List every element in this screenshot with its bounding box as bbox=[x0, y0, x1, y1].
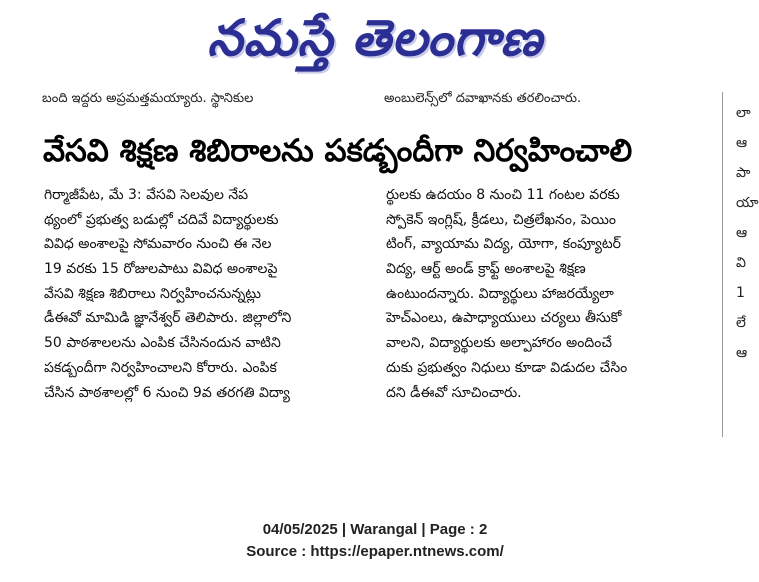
article-body-left-column bbox=[44, 183, 364, 405]
article-text-line: దని డీఈవో సూచించారు. bbox=[386, 384, 522, 401]
article-text-line: థ్యంలో ప్రభుత్వ బడుల్లో చదివే విద్యార్థులకు bbox=[44, 211, 279, 228]
article-text-line: స్పోకెన్ ఇంగ్లిష్, క్రీడలు, చిత్రలేఖనం, పెయిం bbox=[386, 211, 616, 228]
article-text-line: ర్థులకు ఉదయం 8 నుంచి 11 గంటల వరకు bbox=[386, 187, 620, 203]
article-text-line: చేసిన పాఠశాలల్లో 6 నుంచి 9వ తరగతి విద్యా bbox=[44, 384, 290, 401]
edge-text-fragment: 1 bbox=[736, 285, 745, 301]
article-text-line: పకడ్బందీగా నిర్వహించాలని కోరారు. ఎంపిక bbox=[44, 359, 277, 376]
column-divider-right bbox=[722, 92, 723, 437]
article-text-line: డీఈవో మామిడి జ్ఞానేశ్వర్ తెలిపారు. జిల్లాలోని bbox=[44, 310, 292, 327]
article-text-line: ఉంటుందన్నారు. విద్యార్థులు హాజరయ్యేలా bbox=[386, 285, 614, 302]
previous-article-cut-text-right: అంబులెన్స్‌లో దవాఖానకు తరలించారు. bbox=[384, 91, 582, 106]
edge-text-fragment: పా bbox=[736, 165, 751, 181]
edge-text-fragment: వి bbox=[736, 255, 746, 271]
article-text-line: 19 వరకు 15 రోజులపాటు వివిధ అంశాలపై bbox=[44, 261, 278, 278]
edge-text-fragment: యా bbox=[736, 195, 759, 211]
previous-article-cut-text-left: బంది ఇద్దరు అప్రమత్తమయ్యారు. స్థానికుల bbox=[42, 91, 254, 106]
article-text-line: వేసవి శిక్షణ శిబిరాలు నిర్వహించనున్నట్లు bbox=[44, 285, 261, 302]
edge-text-fragment: ఆ bbox=[736, 225, 748, 241]
article-text-line: దుకు ప్రభుత్వం నిధులు కూడా విడుదల చేసిం bbox=[386, 359, 628, 376]
edition-info: 04/05/2025 | Warangal | Page : 2 bbox=[262, 521, 488, 538]
edge-text-fragment: లే bbox=[736, 315, 746, 331]
edge-text-fragment: ఆ bbox=[736, 135, 748, 151]
edge-text-fragment: ఆ bbox=[736, 345, 748, 361]
article-text-line: 50 పాఠశాలలను ఎంపిక చేసినందున వాటిని bbox=[44, 335, 281, 352]
newspaper-masthead bbox=[0, 0, 750, 88]
article-text-line: వివిధ అంశాలపై సోమవారం నుంచి ఈ నెల bbox=[44, 236, 272, 253]
edge-text-fragment: లా bbox=[736, 105, 751, 121]
article-text-line: వాలని, విద్యార్థులకు అల్పాహారం అందించే bbox=[386, 335, 612, 352]
article-text-line: టింగ్, వ్యాయామ విద్య, యోగా, కంప్యూటర్ bbox=[386, 236, 621, 253]
masthead-logo-text: నమస్తే తెలంగాణ bbox=[207, 8, 543, 67]
adjacent-article-edge bbox=[736, 98, 759, 438]
source-link[interactable]: Source : https://epaper.ntnews.com/ bbox=[246, 543, 504, 560]
article-text-line: హెచ్‌ఎంలు, ఉపాధ్యాయులు చర్యలు తీసుకో bbox=[386, 310, 622, 327]
article-headline: వేసవి శిక్షణ శిబిరాలను పకడ్బందీగా నిర్వహించాలి bbox=[43, 133, 633, 169]
article-text-line: విద్య, ఆర్ట్ అండ్ క్రాఫ్ట్ అంశాలపై శిక్షణ bbox=[386, 261, 586, 278]
article-body-right-column bbox=[386, 183, 706, 405]
article-text-line: గిర్మాజీపేట, మే 3: వేసవి సెలవుల నేప bbox=[44, 187, 249, 203]
